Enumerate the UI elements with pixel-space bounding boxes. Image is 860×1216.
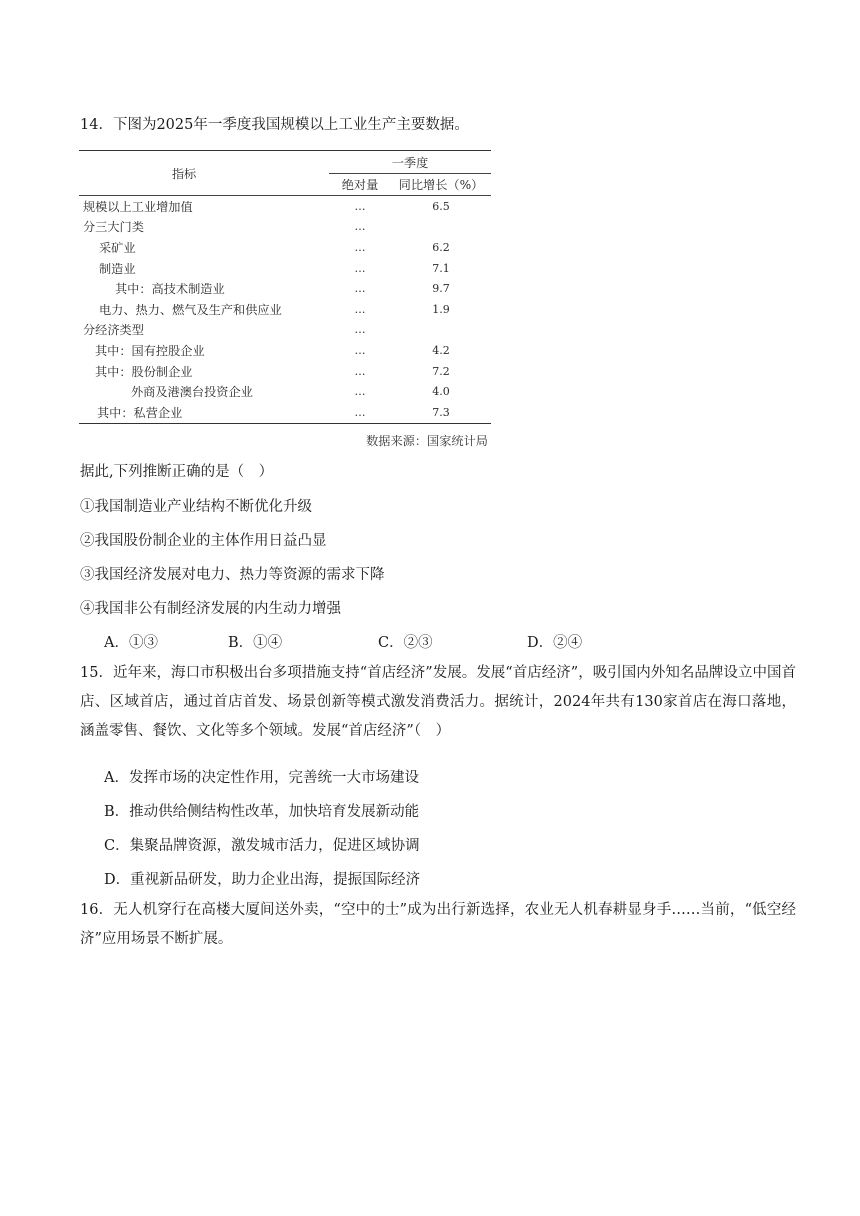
row-label: 其中：私营企业: [79, 402, 329, 423]
question-15-stem: 15．近年来，海口市积极出台多项措施支持“首店经济”发展。发展“首店经济”，吸引国内外知名品牌设立中国首店、区域首店，通过首店首发、场景创新等模式激发消费活力。据统计，2024年共有130家首店在海口落地，涵盖零售、餐饮、文化等多个领域。发展“首店经济”（ ）: [80, 665, 796, 739]
header-indicator: 指标: [79, 151, 329, 196]
row-label: 其中：股份制企业: [95, 364, 193, 379]
row-growth: 7.2: [432, 364, 450, 378]
table-row: [79, 381, 491, 402]
table-row: [79, 278, 491, 299]
row-absolute: …: [354, 282, 366, 296]
row-label: 外商及港澳台投资企业: [131, 385, 253, 400]
header-growth: 同比增长（%）: [391, 174, 491, 196]
row-label: 分三大门类: [83, 220, 144, 235]
table-row: [79, 196, 491, 217]
row-label: 其中：国有控股企业: [95, 343, 205, 358]
row-absolute: …: [354, 364, 366, 378]
row-absolute: …: [354, 323, 366, 337]
row-growth: 7.3: [391, 402, 491, 423]
row-growth: 4.0: [432, 385, 450, 399]
row-growth: 1.9: [432, 302, 450, 316]
row-absolute: …: [354, 385, 366, 399]
row-absolute: …: [354, 261, 366, 275]
table-source-note: 数据来源：国家统计局: [366, 434, 488, 448]
row-growth: 7.1: [432, 261, 450, 275]
statement-1: ①我国制造业产业结构不断优化升级: [80, 499, 312, 515]
q14-option-b[interactable]: B．①④: [228, 635, 283, 651]
table-row: [79, 237, 491, 258]
header-quarter: 一季度: [329, 151, 491, 174]
q14-option-d[interactable]: D．②④: [527, 635, 583, 651]
question-16-stem: 16．无人机穿行在高楼大厦间送外卖，“空中的士”成为出行新选择，农业无人机春耕显身手……当前，“低空经济”应用场景不断扩展。: [80, 902, 796, 947]
row-absolute: …: [354, 302, 366, 316]
table-row: [79, 217, 491, 238]
table-row: [79, 299, 491, 320]
q15-option-a[interactable]: A．发挥市场的决定性作用，完善统一大市场建设: [104, 770, 419, 786]
row-label: 电力、热力、燃气及生产和供应业: [99, 302, 282, 317]
row-absolute: …: [354, 343, 366, 357]
statement-4: ④我国非公有制经济发展的内生动力增强: [80, 601, 341, 617]
table-row: [79, 258, 491, 279]
table-row: [79, 402, 491, 423]
question-14-stem: 14．下图为2025年一季度我国规模以上工业生产主要数据。: [80, 117, 469, 133]
statement-2: ②我国股份制企业的主体作用日益凸显: [80, 533, 327, 549]
industrial-data-table: [79, 150, 491, 424]
row-label: 采矿业: [99, 240, 136, 255]
row-absolute: …: [354, 220, 366, 234]
row-absolute: …: [354, 240, 366, 254]
table-row: [79, 320, 491, 341]
table-row: [79, 361, 491, 382]
row-growth: [391, 320, 491, 341]
q14-option-a[interactable]: A．①③: [104, 635, 158, 651]
row-growth: 9.7: [432, 282, 450, 296]
row-label: 其中：高技术制造业: [115, 282, 225, 297]
row-label: 分经济类型: [83, 323, 144, 338]
row-growth: 4.2: [432, 343, 450, 357]
row-growth: 6.5: [432, 199, 450, 213]
header-absolute: 绝对量: [329, 174, 391, 196]
statement-3: ③我国经济发展对电力、热力等资源的需求下降: [80, 567, 385, 583]
row-growth: [391, 217, 491, 238]
question-14-prompt: 据此,下列推断正确的是（ ）: [80, 464, 274, 480]
q14-option-c[interactable]: C．②③: [378, 635, 433, 651]
row-label: 规模以上工业增加值: [83, 199, 193, 214]
row-label: 制造业: [99, 261, 136, 276]
table-row: [79, 340, 491, 361]
q15-option-c[interactable]: C．集聚品牌资源，激发城市活力，促进区域协调: [104, 838, 420, 854]
q15-option-b[interactable]: B．推动供给侧结构性改革，加快培育发展新动能: [104, 804, 420, 820]
q15-option-d[interactable]: D．重视新品研发，助力企业出海，提振国际经济: [104, 872, 421, 888]
row-growth: 6.2: [432, 240, 450, 254]
row-absolute: …: [329, 402, 391, 423]
row-absolute: …: [354, 199, 366, 213]
